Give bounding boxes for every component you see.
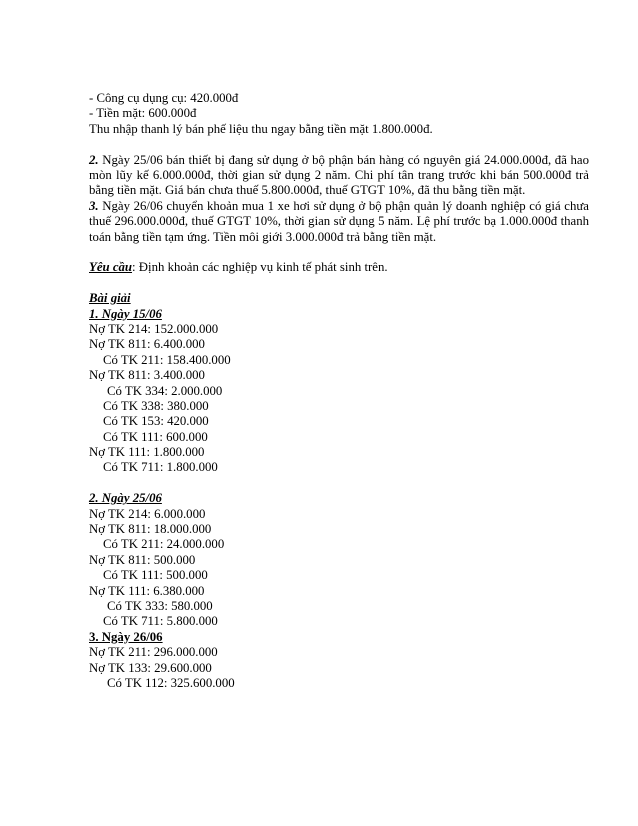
task-2-paragraph xyxy=(89,153,589,199)
intro-line: - Tiền mặt: 600.000đ xyxy=(89,106,197,121)
intro-line: Thu nhập thanh lý bán phế liệu thu ngay bằng tiền mặt 1.800.000đ. xyxy=(89,121,433,136)
entry-line: Có TK 153: 420.000 xyxy=(103,414,209,429)
spacer xyxy=(89,245,589,260)
entry-line: Có TK 111: 600.000 xyxy=(103,429,208,444)
task-3-paragraph xyxy=(89,199,589,245)
entry-line: Có TK 711: 5.800.000 xyxy=(103,614,218,629)
entry-line: Có TK 334: 2.000.000 xyxy=(107,383,223,398)
task-3-number: 3. xyxy=(89,198,99,213)
entry-line: Có TK 112: 325.600.000 xyxy=(107,675,235,690)
section-2-heading: 2. Ngày 25/06 xyxy=(89,491,162,506)
entry-line: Nợ TK 214: 152.000.000 xyxy=(89,321,219,336)
spacer xyxy=(89,137,589,152)
requirement-line xyxy=(89,260,589,275)
section-3-heading: 3. Ngày 26/06 xyxy=(89,629,163,644)
intro-line: - Công cụ dụng cụ: 420.000đ xyxy=(89,91,239,105)
task-3-text: Ngày 26/06 chuyển khoản mua 1 xe hơi sử dụng ở bộ phận quản lý doanh nghiệp có giá chưa thuế 296.000.000đ, thuế GTGT 10%, thời gian sử dụng 5 năm. Lệ phí trước bạ 1.000.000đ thanh toán bằng tiền tạm ứng. Tiền môi giới 3.000.000đ trả bằng tiền mặt. xyxy=(89,198,589,244)
entry-line: Có TK 211: 24.000.000 xyxy=(103,537,225,552)
entry-line: Nợ TK 133: 29.600.000 xyxy=(89,660,212,675)
entry-line: Có TK 111: 500.000 xyxy=(103,568,208,583)
task-2-text: Ngày 25/06 bán thiết bị đang sử dụng ở bộ phận bán hàng có nguyên giá 24.000.000đ, đã hao mòn lũy kế 6.000.000đ, thời gian sử dụng 2 năm. Chi phí tân trang trước khi bán 500.000đ trả bằng tiền mặt. Giá bán chưa thuế 5.800.000đ, thuế GTGT 10%, đã thu bằng tiền mặt. xyxy=(89,152,589,198)
entry-line: Nợ TK 811: 500.000 xyxy=(89,552,196,567)
entry-line: Có TK 711: 1.800.000 xyxy=(103,460,218,475)
requirement-label: Yêu cầu xyxy=(89,260,133,275)
entry-line: Nợ TK 111: 1.800.000 xyxy=(89,445,205,460)
requirement-text: : Định khoản các nghiệp vụ kinh tế phát sinh trên. xyxy=(132,260,388,275)
entry-line: Có TK 338: 380.000 xyxy=(103,398,209,413)
entry-line: Nợ TK 214: 6.000.000 xyxy=(89,506,206,521)
entry-line: Có TK 211: 158.400.000 xyxy=(103,352,231,367)
entry-line: Có TK 333: 580.000 xyxy=(107,598,213,613)
spacer xyxy=(89,476,589,491)
document-page xyxy=(89,91,589,691)
solution-title: Bài giải xyxy=(89,291,131,306)
entry-line: Nợ TK 111: 6.380.000 xyxy=(89,583,205,598)
section-1-heading: 1. Ngày 15/06 xyxy=(89,306,162,321)
entry-line: Nợ TK 811: 18.000.000 xyxy=(89,522,212,537)
spacer xyxy=(89,276,589,291)
entry-line: Nợ TK 211: 296.000.000 xyxy=(89,645,218,660)
entry-line: Nợ TK 811: 6.400.000 xyxy=(89,337,205,352)
task-2-number: 2. xyxy=(89,152,99,167)
entry-line: Nợ TK 811: 3.400.000 xyxy=(89,368,205,383)
